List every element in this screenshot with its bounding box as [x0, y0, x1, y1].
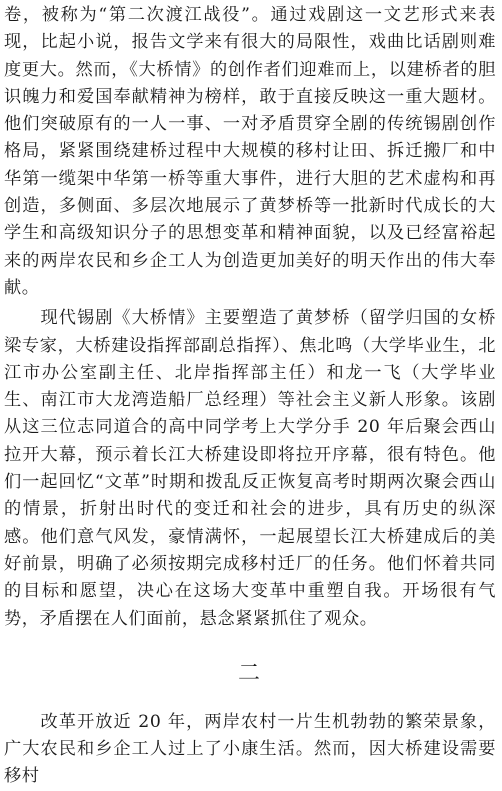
paragraph-3: 改革开放近 20 年，两岸农村一片生机勃勃的繁荣景象，广大农民和乡企工人过上了小康生活。然而，因大桥建设需要移村	[4, 711, 496, 787]
section-heading: 二	[237, 660, 262, 686]
paragraph-2: 现代锡剧《大桥情》主要塑造了黄梦桥（留学归国的女桥梁专家，大桥建设指挥部副总指挥）、焦北鸣（大学毕业生，北江市办公室副主任、北岸指挥部主任）和龙一飞（大学毕业生、南江市大龙湾造船厂总经理）等社会主义新人形象。该剧从这三位志同道合的高中同学考上大学分手 20 年后聚会西山拉开大幕，预示着长江大桥建设即将拉开序幕，很有特色。他们一起回忆“文革”时期和拨乱反正恢复高考时期两次聚会西山的情景，折射出时代的变迁和社会的进步，具有历史的纵深感。他们意气风发，豪情满怀，一起展望长江大桥建成后的美好前景，明确了必须按期完成移村迁厂的任务。他们怀着共同的目标和愿望，决心在这场大变革中重塑自我。开场很有气势，矛盾摆在人们面前，悬念紧紧抓住了观众。	[4, 308, 496, 629]
document-page	[4, 0, 496, 791]
paragraph-1: 卷，被称为“第二次渡江战役”。通过戏剧这一文艺形式来表现，比起小说，报告文学来有很大的局限性，戏曲比话剧则难度更大。然而，《大桥情》的创作者们迎难而上，以建桥者的胆识魄力和爱国奉献精神为榜样，敢于直接反映这一重大题材。他们突破原有的一人一事、一对矛盾贯穿全剧的传统锡剧创作格局，紧紧围绕建桥过程中大规模的移村让田、拆迁搬厂和中华第一缆架中华第一桥等重大事件，进行大胆的艺术虚构和再创造，多侧面、多层次地展示了黄梦桥等一批新时代成长的大学生和高级知识分子的思想变革和精神面貌，以及已经富裕起来的两岸农民和乡企工人为创造更加美好的明天作出的伟大奉献。	[4, 5, 496, 298]
